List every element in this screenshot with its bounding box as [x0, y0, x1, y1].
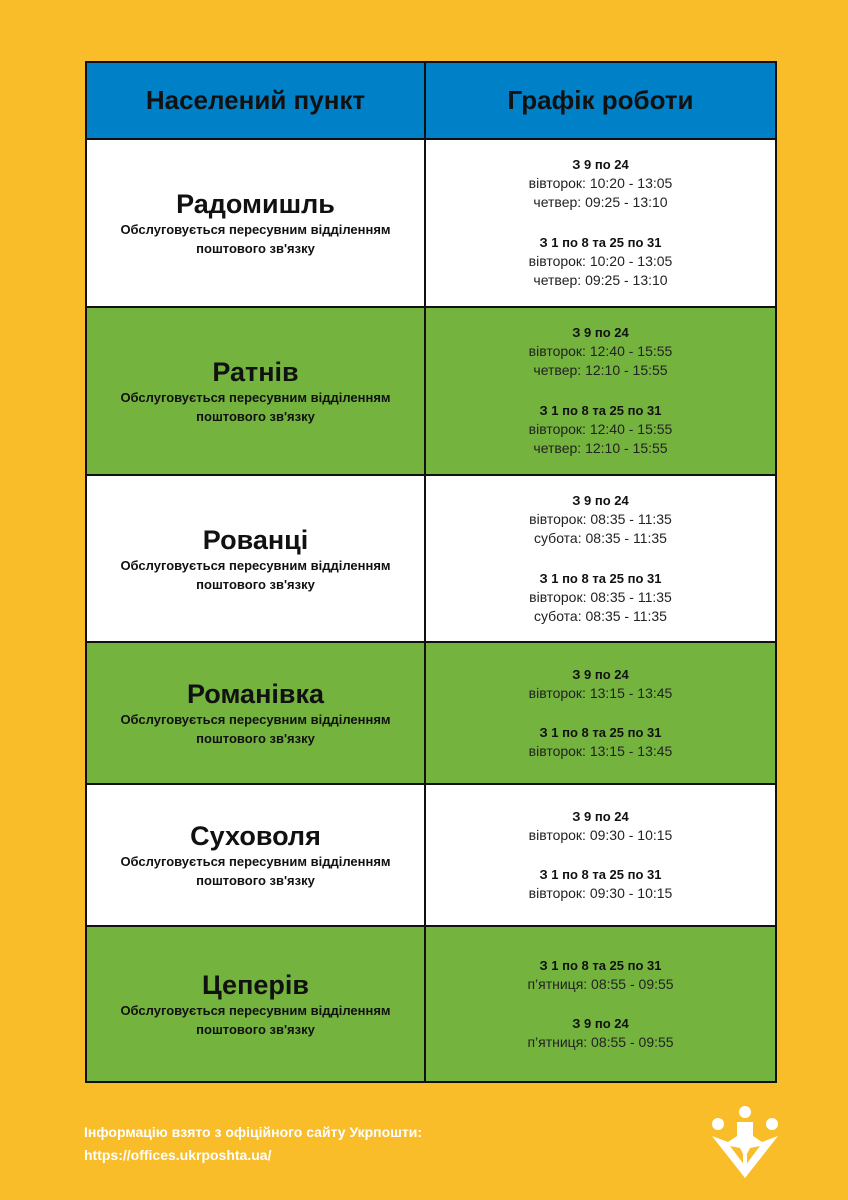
table-header-row	[87, 63, 775, 138]
header-locality-label: Населений пункт	[145, 85, 366, 115]
schedule-hours: вівторок: 09:30 - 10:15	[528, 885, 673, 902]
schedule-hours: п’ятниця: 08:55 - 09:55	[527, 1034, 674, 1051]
schedule-hours: четвер: 09:25 - 13:10	[533, 272, 668, 289]
schedule-cell	[426, 785, 775, 925]
schedule-period	[529, 401, 673, 459]
schedule-hours: четвер: 12:10 - 15:55	[533, 440, 668, 457]
schedule-table	[85, 61, 777, 1083]
locality-cell	[87, 927, 424, 1081]
schedule-cell	[426, 140, 775, 306]
schedule-cell	[426, 476, 775, 642]
schedule-period	[529, 155, 673, 213]
schedule-period	[529, 323, 673, 381]
header-cell-locality	[87, 63, 424, 138]
locality-note: Обслуговується пересувним відділенням поштового зв'язку	[120, 557, 391, 592]
schedule-hours: вівторок: 12:40 - 15:55	[528, 420, 673, 437]
period-title: З 1 по 8 та 25 по 31	[539, 402, 662, 418]
table-row	[87, 927, 775, 1081]
schedule-cell	[426, 927, 775, 1081]
locality-note: Обслуговується пересувним відділенням поштового зв'язку	[120, 1003, 391, 1038]
locality-note: Обслуговується пересувним відділенням поштового зв'язку	[120, 221, 391, 256]
period-title: З 9 по 24	[572, 324, 629, 340]
schedule-period	[527, 956, 673, 995]
locality-name: Рованці	[202, 524, 309, 555]
locality-cell	[87, 476, 424, 642]
locality-cell	[87, 308, 424, 474]
table-row	[87, 643, 775, 783]
locality-note: Обслуговується пересувним відділенням поштового зв'язку	[120, 389, 391, 424]
period-title: З 1 по 8 та 25 по 31	[539, 725, 662, 741]
period-title: З 9 по 24	[572, 808, 629, 824]
locality-name: Ратнів	[212, 356, 299, 387]
schedule-period	[529, 665, 673, 704]
period-title: З 1 по 8 та 25 по 31	[539, 867, 662, 883]
period-title: З 1 по 8 та 25 по 31	[539, 957, 662, 973]
period-title: З 1 по 8 та 25 по 31	[539, 234, 662, 250]
schedule-period	[529, 491, 672, 549]
locality-note: Обслуговується пересувним відділенням поштового зв'язку	[120, 854, 391, 889]
schedule-hours: вівторок: 13:15 - 13:45	[528, 684, 673, 701]
period-title: З 9 по 24	[572, 1016, 629, 1032]
schedule-cell	[426, 308, 775, 474]
schedule-hours: вівторок: 13:15 - 13:45	[528, 743, 673, 760]
table-row	[87, 476, 775, 642]
schedule-hours: вівторок: 08:35 - 11:35	[529, 510, 672, 527]
table-row	[87, 308, 775, 474]
header-schedule-label: Графік роботи	[507, 85, 694, 115]
schedule-hours: п’ятниця: 08:55 - 09:55	[527, 975, 674, 992]
schedule-hours: четвер: 09:25 - 13:10	[533, 194, 668, 211]
table-row	[87, 785, 775, 925]
table-row	[87, 140, 775, 306]
schedule-hours: субота: 08:35 - 11:35	[534, 530, 667, 547]
header-cell-schedule	[426, 63, 775, 138]
locality-name: Радомишль	[176, 188, 335, 219]
schedule-hours: вівторок: 10:20 - 13:05	[528, 174, 673, 191]
source-url[interactable]: https://offices.ukrposhta.ua/	[84, 1147, 272, 1163]
locality-name: Суховоля	[190, 821, 321, 852]
locality-name: Цеперів	[202, 970, 309, 1001]
locality-cell	[87, 643, 424, 783]
period-title: З 9 по 24	[572, 666, 629, 682]
period-title: З 9 по 24	[572, 492, 629, 508]
period-title: З 1 по 8 та 25 по 31	[539, 570, 662, 586]
schedule-hours: вівторок: 08:35 - 11:35	[529, 588, 672, 605]
schedule-period	[529, 807, 673, 846]
schedule-hours: вівторок: 10:20 - 13:05	[528, 252, 673, 269]
schedule-period	[529, 865, 673, 904]
schedule-period	[529, 233, 673, 291]
ukrposhta-logo-icon	[700, 1100, 790, 1180]
schedule-period	[527, 1014, 673, 1053]
locality-cell	[87, 785, 424, 925]
locality-cell	[87, 140, 424, 306]
locality-name: Романівка	[186, 679, 325, 710]
schedule-hours: четвер: 12:10 - 15:55	[533, 362, 668, 379]
schedule-hours: вівторок: 09:30 - 10:15	[528, 826, 673, 843]
schedule-hours: вівторок: 12:40 - 15:55	[528, 342, 673, 359]
locality-note: Обслуговується пересувним відділенням поштового зв'язку	[120, 712, 391, 747]
schedule-period	[529, 569, 672, 627]
source-text: Інформацію взято з офіційного сайту Укрпошти:	[84, 1124, 422, 1140]
schedule-cell	[426, 643, 775, 783]
schedule-hours: субота: 08:35 - 11:35	[534, 608, 667, 625]
period-title: З 9 по 24	[572, 156, 629, 172]
source-footer	[84, 1121, 422, 1167]
schedule-period	[529, 723, 673, 762]
